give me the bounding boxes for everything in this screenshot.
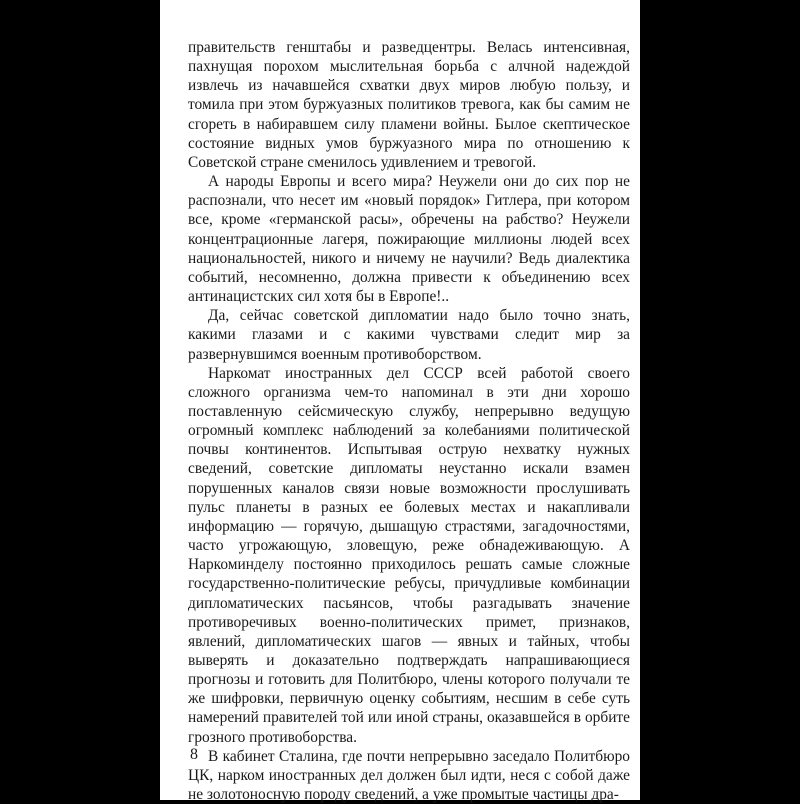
paragraph-1: правительств генштабы и разведцентры. Велась интенсивная, пахнущая порохом мыслительная борьба с алчной надеждой извлечь из начавшейся схватки двух миров любую пользу, и томила при этом буржуазных политиков тревога, как бы самим не сгореть в набиравшем силу пламени войны. Былое скептическое состояние видных умов буржуазного мира по отношению к Советской стране сменилось удивлением и тревогой.: [188, 39, 630, 171]
paragraph-5: В кабинет Сталина, где почти непрерывно заседало Политбюро ЦК, нарком иностранных дел должен был идти, неся с собой даже не золотоносную породу сведений, а уже промытые частицы дра-: [188, 747, 630, 804]
paragraph-3: Да, сейчас советской дипломатии надо было точно знать, какими глазами и с какими чувствами следит мир за развернувшимся военным противоборством.: [188, 307, 630, 363]
paragraph-4: Наркомат иностранных дел СССР всей работой своего сложного организма чем-то напоминал в эти дни хорошо поставленную сейсмическую службу, непрерывно ведущую огромный комплекс наблюдений за колебаниями политической почвы континентов. Испытывая острую нехватку нужных сведений, советские дипломаты неустанно искали взамен порушенных каналов связи новые возможности прослушивать пульс планеты в разных ее болевых местах и накапливали информацию — горячую, дышащую страстями, загадочностями, часто угрожающую, зловещую, реже обнадеживающую. А Наркоминделу постоянно приходилось решать самые сложные государственно-политические ребусы, причудливые комбинации дипломатических пасьянсов, чтобы разгадывать значение противоречивых военно-политических примет, признаков, явлений, дипломатических шагов — явных и тайных, чтобы выверять и доказательно подтверждать напрашивающиеся прогнозы и готовить для Политбюро, члены которого получали те же шифровки, первичную оценку событиям, несшим в себе суть намерений правителей той или иной страны, оказавшейся в орбите грозного противоборства.: [188, 364, 630, 746]
page-number: 8: [190, 746, 198, 763]
body-text: [188, 38, 630, 804]
paragraph-2: А народы Европы и всего мира? Неужели они до сих пор не распознали, что несет им «новый порядок» Гитлера, при котором все, кроме «германской расы», обречены на рабство? Неужели концентрационные лагеря, пожирающие миллионы людей всех национальностей, никого и ничему не научили? Ведь диалектика событий, несомненно, должна привести к объединению всех антинацистских сил хотя бы в Европе!..: [188, 173, 630, 306]
book-page: [160, 0, 640, 804]
